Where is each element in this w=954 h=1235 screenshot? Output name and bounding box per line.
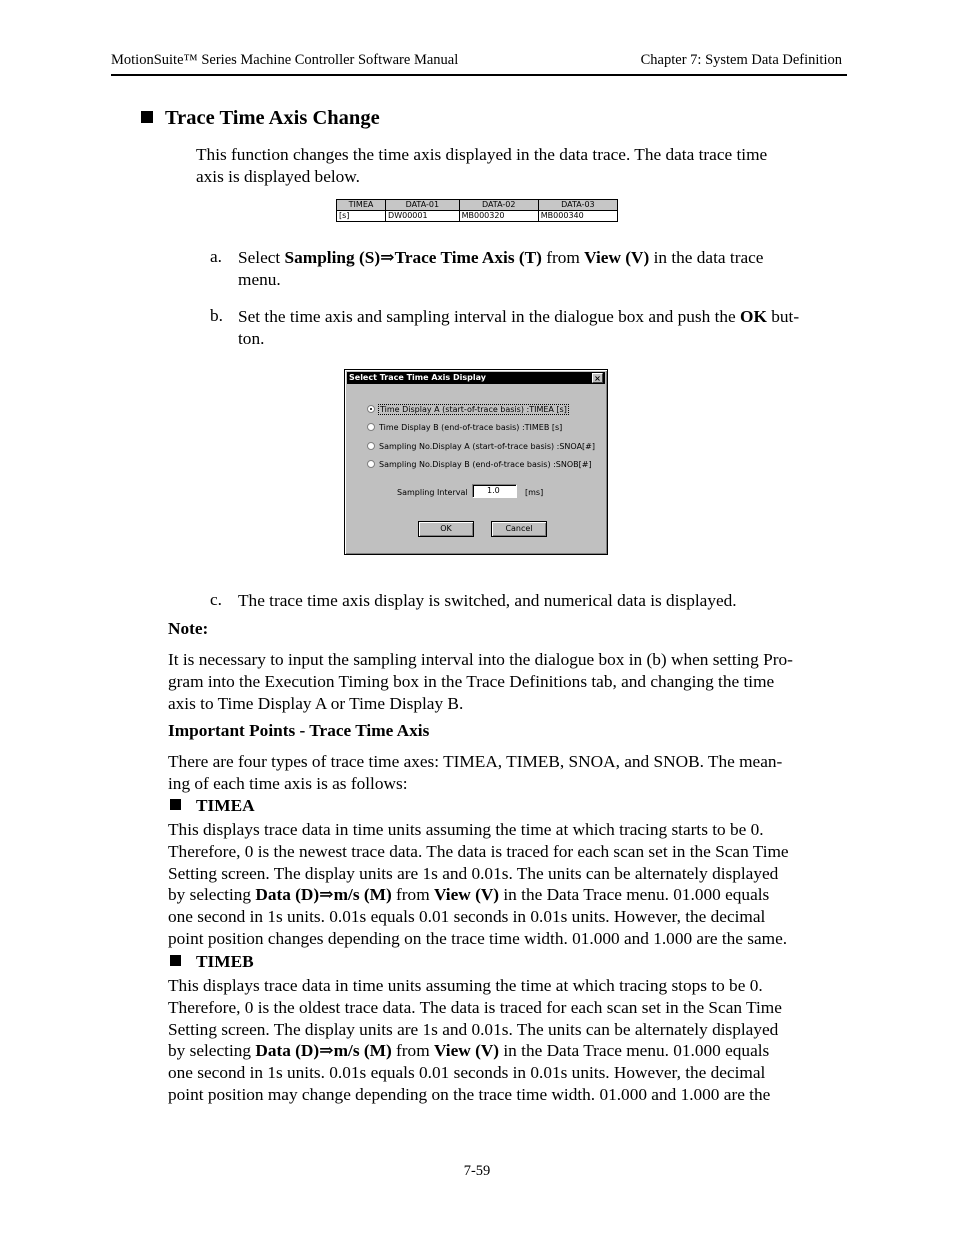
timeb-line: point position may change depending on the trace time width. 01.000 and 1.000 are the [168, 1084, 771, 1104]
header-chapter-title: Chapter 7: System Data Definition [640, 52, 842, 68]
square-bullet-icon [170, 955, 181, 966]
menu-path-bold: Data (D)⇒m/s (M) [255, 885, 392, 905]
timeb-run: from [391, 1041, 434, 1061]
timea-line: Setting screen. The display units are 1s and 0.01s. The units can be alternately displayed [168, 863, 779, 883]
radio-sampling-display-a[interactable] [367, 441, 595, 453]
timeb-line: This displays trace data in time units assuming the time at which tracing stops to be 0. [168, 976, 763, 995]
sampling-interval-input[interactable]: 1.0 [472, 484, 517, 498]
step-c-text: The trace time axis display is switched, and numerical data is displayed. [238, 591, 737, 610]
timeb-run: by selecting [168, 1041, 256, 1061]
important-line: ing of each time axis is as follows: [168, 773, 408, 793]
square-bullet-icon [170, 799, 181, 810]
timea-run: by selecting [168, 885, 256, 905]
header-manual-title: MotionSuite™ Series Machine Controller Software Manual [111, 52, 459, 68]
menu-name-bold: View (V) [584, 248, 650, 267]
step-b-letter: b. [210, 306, 223, 325]
trace-cell: [s] [337, 211, 386, 222]
intro-line: This function changes the time axis displayed in the data trace. The data trace time [196, 145, 768, 164]
radio-label: Time Display B (end-of-trace basis) :TIMEB [s] [379, 423, 563, 432]
note-line: gram into the Execution Timing box in the Trace Definitions tab, and changing the time [168, 671, 775, 691]
menu-path-bold: Sampling (S)⇒Trace Time Axis (T) [284, 248, 542, 267]
ok-button[interactable]: OK [418, 521, 474, 537]
trace-header-cell: DATA-02 [459, 200, 538, 211]
radio-label: Time Display A (start-of-trace basis) :TIMEA [s] [380, 405, 567, 414]
important-points-paragraph [168, 751, 848, 795]
page-number: 7-59 [463, 1163, 491, 1179]
radio-label: Sampling No.Display A (start-of-trace basis) :SNOA[#] [379, 442, 595, 451]
menu-name-bold: View (V) [433, 885, 500, 905]
step-text-run: from [541, 248, 585, 267]
timea-run: in the Data Trace menu. 01.000 equals [499, 885, 770, 905]
radio-time-display-b[interactable] [367, 422, 562, 434]
radio-selected-icon [367, 405, 375, 413]
step-text-run: Select [238, 248, 285, 267]
step-text-run: Set the time axis and sampling interval in the dialogue box and push the [238, 307, 741, 326]
radio-icon [367, 442, 375, 450]
section-title-text: Trace Time Axis Change [165, 107, 380, 129]
timea-line: Therefore, 0 is the newest trace data. The data is traced for each scan set in the Scan Time [168, 841, 789, 861]
note-line: It is necessary to input the sampling interval into the dialogue box in (b) when setting Pro- [168, 650, 793, 669]
timea-heading [170, 796, 255, 816]
step-text-run: in the data trace [649, 248, 764, 267]
close-icon[interactable]: × [592, 373, 603, 383]
sampling-interval-label: Sampling Interval [397, 488, 468, 497]
trace-time-axis-table [336, 199, 618, 222]
radio-icon [367, 460, 375, 468]
timea-line: one second in 1s units. 0.01s equals 0.01 seconds in 0.01s units. However, the decimal [168, 907, 766, 927]
timeb-heading-text: TIMEB [196, 952, 254, 971]
step-text-run: but- [766, 307, 800, 326]
note-label: Note: [168, 619, 209, 638]
timea-line: This displays trace data in time units assuming the time at which tracing starts to be 0. [168, 820, 764, 839]
radio-sampling-display-b[interactable] [367, 459, 592, 471]
timea-line: point position changes depending on the trace time width. 01.000 and 1.000 are the same. [168, 928, 788, 948]
menu-name-bold: View (V) [433, 1041, 500, 1061]
square-bullet-icon [141, 111, 153, 123]
ok-bold: OK [740, 307, 767, 326]
timeb-heading [170, 952, 254, 972]
important-line: There are four types of trace time axes: TIMEA, TIMEB, SNOA, and SNOB. The mean- [168, 752, 783, 771]
note-line: axis to Time Display A or Time Display B. [168, 693, 464, 713]
step-text-run: ton. [238, 328, 265, 348]
timeb-run: in the Data Trace menu. 01.000 equals [499, 1041, 770, 1061]
step-b-text [238, 306, 848, 350]
section-title [141, 107, 380, 130]
trace-header-cell: TIMEA [337, 200, 386, 211]
important-points-heading: Important Points - Trace Time Axis [168, 721, 430, 740]
dialog-title-bar [347, 372, 605, 384]
intro-line: axis is displayed below. [196, 166, 360, 186]
timea-heading-text: TIMEA [196, 796, 255, 815]
menu-path-bold: Data (D)⇒m/s (M) [255, 1041, 392, 1061]
trace-table-row [337, 211, 618, 222]
step-a-letter: a. [210, 247, 222, 266]
cancel-button[interactable]: Cancel [491, 521, 547, 537]
timeb-line: Therefore, 0 is the oldest trace data. The data is traced for each scan set in the Scan Time [168, 997, 782, 1017]
dialog-title: Select Trace Time Axis Display [349, 373, 486, 382]
step-a-text [238, 247, 848, 291]
step-text-run: menu. [238, 269, 281, 289]
trace-header-cell: DATA-03 [538, 200, 617, 211]
trace-cell: MB000320 [459, 211, 538, 222]
timeb-paragraph [168, 975, 848, 1106]
select-trace-time-axis-dialog [344, 369, 608, 555]
header-rule [111, 74, 847, 76]
sampling-interval-unit: [ms] [525, 488, 544, 497]
trace-cell: MB000340 [538, 211, 617, 222]
radio-time-display-a[interactable] [367, 404, 568, 416]
timeb-line: Setting screen. The display units are 1s and 0.01s. The units can be alternately displayed [168, 1019, 779, 1039]
intro-paragraph [196, 144, 767, 188]
trace-table-header-row [337, 200, 618, 211]
radio-icon [367, 423, 375, 431]
timea-run: from [391, 885, 434, 905]
note-paragraph [168, 649, 848, 714]
step-c-letter: c. [210, 590, 222, 609]
trace-header-cell: DATA-01 [386, 200, 460, 211]
timeb-line: one second in 1s units. 0.01s equals 0.01 seconds in 0.01s units. However, the decimal [168, 1063, 766, 1083]
trace-cell: DW00001 [386, 211, 460, 222]
timea-paragraph [168, 819, 848, 950]
radio-label: Sampling No.Display B (end-of-trace basis) :SNOB[#] [379, 460, 592, 469]
